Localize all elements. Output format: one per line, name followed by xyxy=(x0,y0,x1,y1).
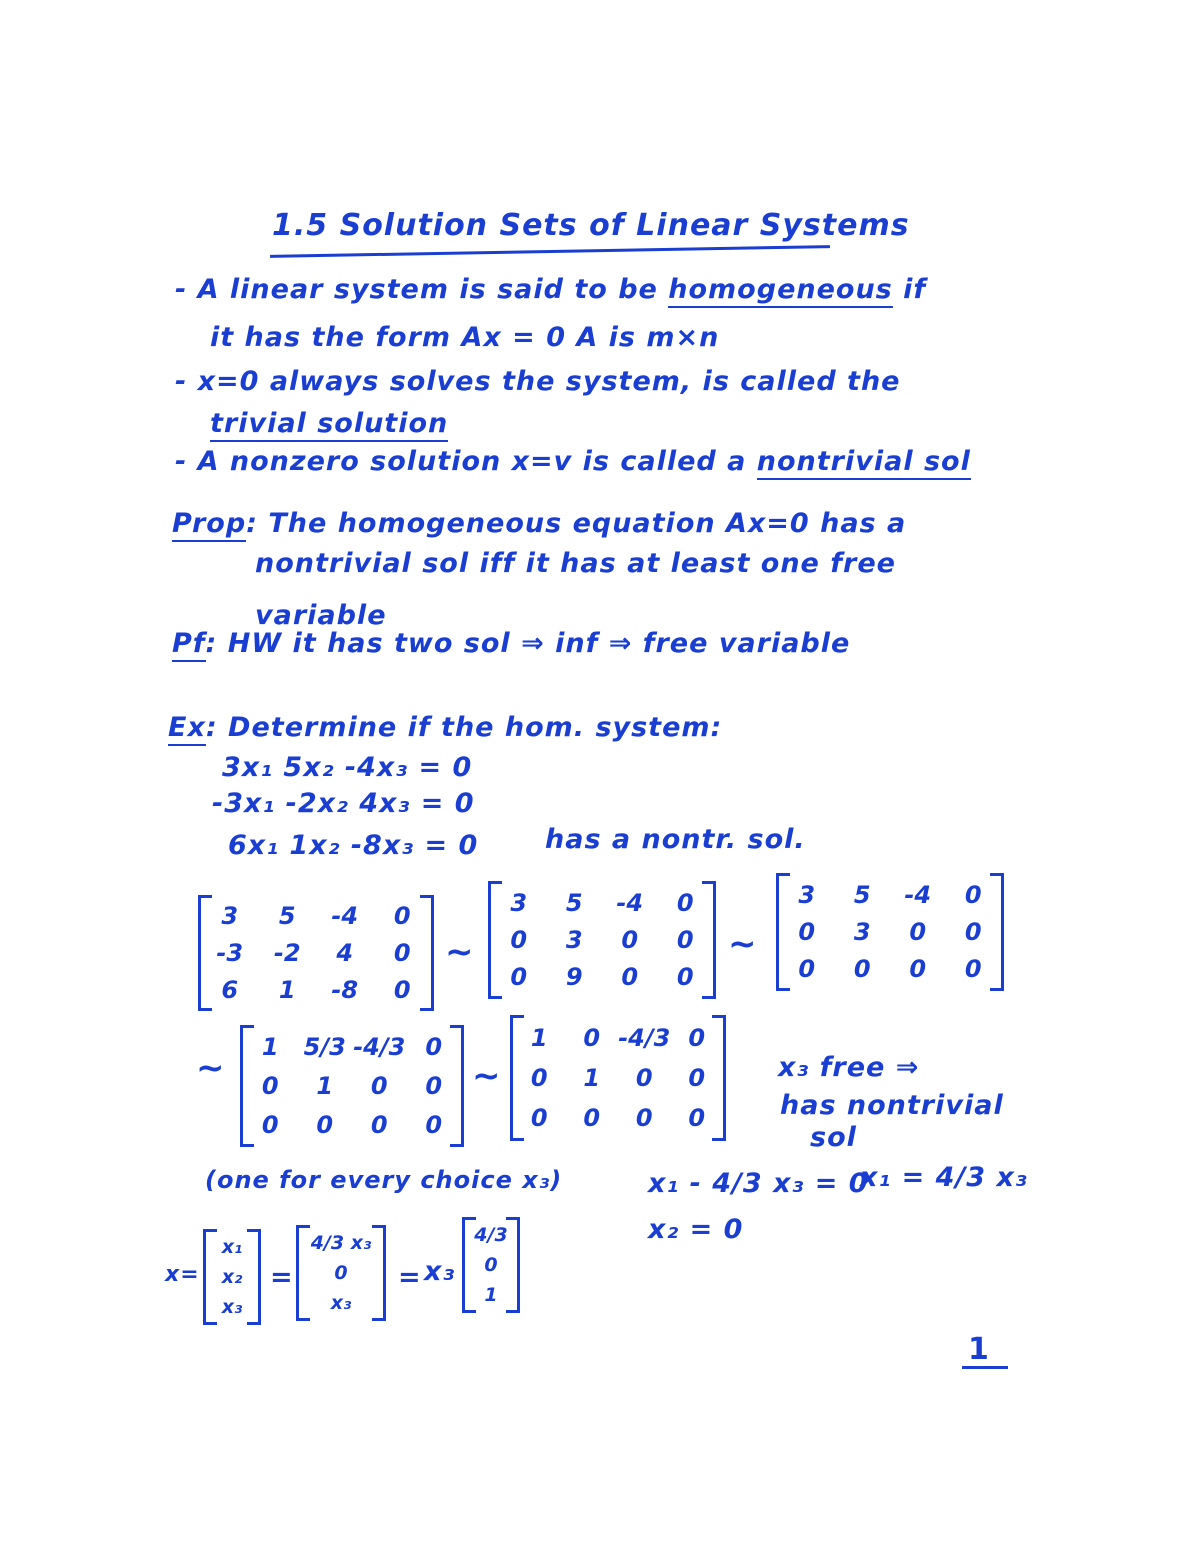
matrix-cell: 0 xyxy=(964,955,982,984)
example-line xyxy=(168,712,722,743)
matrix-cell: 0 xyxy=(621,925,639,954)
matrix-cell: 0 xyxy=(425,1071,443,1100)
matrix-cell: 0 xyxy=(676,925,694,954)
matrix-cell: 0 xyxy=(688,1104,706,1132)
example-text: : Determine if the hom. system: xyxy=(205,712,723,743)
matrix-cell: 0 xyxy=(635,1064,653,1092)
matrix-cell: 5 xyxy=(853,880,871,909)
row-equivalent-symbol: ~ xyxy=(728,924,757,964)
matrix-cell: 0 xyxy=(798,917,816,946)
matrix-cell: 0 xyxy=(621,963,639,992)
term-trivial-solution: trivial solution xyxy=(210,408,448,442)
matrix-cell: 9 xyxy=(565,963,583,992)
definition-homogeneous xyxy=(175,274,926,305)
proof-text: : HW it has two sol ⇒ inf ⇒ free variable xyxy=(205,628,851,659)
free-note-1: x₃ free ⇒ xyxy=(778,1052,920,1083)
matrix-cell: 1 xyxy=(261,1033,279,1062)
one-for-every-choice: (one for every choice x₃) xyxy=(205,1166,563,1194)
vector-cell: x₃ xyxy=(330,1292,352,1314)
matrix-cell: 0 xyxy=(688,1064,706,1092)
vector-x xyxy=(203,1232,261,1322)
matrix-cell: 0 xyxy=(510,925,528,954)
x1-equation: x₁ - 4/3 x₃ = 0 xyxy=(648,1168,869,1199)
matrix-cell: 0 xyxy=(316,1110,334,1139)
matrix-cell: 0 xyxy=(393,938,411,967)
vector-cell: x₃ xyxy=(221,1296,243,1318)
equation-2: -3x₁ -2x₂ 4x₃ = 0 xyxy=(212,788,475,819)
matrix-cell: 0 xyxy=(530,1104,548,1132)
matrix-cell: 0 xyxy=(964,880,982,909)
matrix-cell: 1 xyxy=(278,975,296,1004)
matrix-cell: 0 xyxy=(909,917,927,946)
matrix-cell: 3 xyxy=(853,917,871,946)
title-underline xyxy=(270,245,830,258)
matrix-cell: 0 xyxy=(853,955,871,984)
row-equivalent-symbol: ~ xyxy=(445,932,474,972)
term-nontrivial-sol: nontrivial sol xyxy=(757,446,971,480)
vector-basis xyxy=(462,1220,520,1310)
matrix-cell: 0 xyxy=(370,1071,388,1100)
matrix-cell: 0 xyxy=(583,1024,601,1052)
proposition-line-2: nontrivial sol iff it has at least one free xyxy=(255,548,896,579)
matrix-cell: 5 xyxy=(278,902,296,931)
matrix-cell: 0 xyxy=(393,975,411,1004)
nontrivial-text: - A nonzero solution x=v is called a xyxy=(175,446,747,477)
matrix-cell: 0 xyxy=(688,1024,706,1052)
vector-cell: 0 xyxy=(484,1254,498,1276)
matrix-cell: 3 xyxy=(565,925,583,954)
def-text: - A linear system is said to be xyxy=(175,274,658,305)
free-note-3: sol xyxy=(810,1122,857,1153)
matrix-cell: 3 xyxy=(221,902,239,931)
row-equivalent-symbol: ~ xyxy=(472,1056,501,1096)
matrix-cell: 0 xyxy=(676,888,694,917)
matrix-step-4 xyxy=(240,1028,464,1144)
matrix-cell: 0 xyxy=(261,1071,279,1100)
matrix-cell: -4 xyxy=(904,880,932,909)
matrix-cell: 0 xyxy=(261,1110,279,1139)
vector-cell: x₁ xyxy=(221,1236,243,1258)
matrix-cell: -3 xyxy=(216,938,244,967)
matrix-step-3 xyxy=(776,876,1004,988)
equals-sign: = xyxy=(270,1262,294,1293)
x1-solution: x₁ = 4/3 x₃ xyxy=(860,1162,1028,1193)
example-label: Ex xyxy=(168,712,206,746)
page-title: 1.5 Solution Sets of Linear Systems xyxy=(272,208,910,243)
matrix-cell: -8 xyxy=(331,975,359,1004)
matrix-cell: 0 xyxy=(583,1104,601,1132)
def-text-if: if xyxy=(903,274,927,305)
vector-cell: 4/3 xyxy=(474,1224,508,1246)
vector-cell: 4/3 x₃ xyxy=(310,1232,372,1254)
prop-text: : The homogeneous equation Ax=0 has a xyxy=(246,508,907,539)
row-equivalent-symbol: ~ xyxy=(196,1048,225,1088)
proposition-line-3: variable xyxy=(255,600,387,631)
equation-3: 6x₁ 1x₂ -8x₃ = 0 xyxy=(228,830,479,861)
equals-sign: = xyxy=(398,1262,422,1293)
matrix-cell: -2 xyxy=(273,938,301,967)
x3-scalar: x₃ xyxy=(424,1256,456,1287)
matrix-cell: 0 xyxy=(964,917,982,946)
matrix-cell: 0 xyxy=(635,1104,653,1132)
matrix-cell: -4/3 xyxy=(353,1033,406,1062)
matrix-cell: 4 xyxy=(336,938,354,967)
equation-1: 3x₁ 5x₂ -4x₃ = 0 xyxy=(222,752,473,783)
matrix-cell: 0 xyxy=(370,1110,388,1139)
vector-parametric xyxy=(296,1228,386,1318)
matrix-cell: 0 xyxy=(425,1110,443,1139)
proof-label: Pf xyxy=(172,628,206,662)
matrix-cell: 0 xyxy=(676,963,694,992)
nontrivial-line xyxy=(175,446,971,477)
matrix-cell: 0 xyxy=(425,1033,443,1062)
page-number-underline xyxy=(962,1366,1008,1369)
proof-line xyxy=(172,628,850,659)
vector-cell: 1 xyxy=(484,1284,498,1306)
matrix-reduced xyxy=(510,1018,726,1138)
trivial-line: - x=0 always solves the system, is called the xyxy=(175,366,901,397)
matrix-cell: 6 xyxy=(221,975,239,1004)
matrix-cell: 0 xyxy=(393,902,411,931)
matrix-cell: 0 xyxy=(909,955,927,984)
matrix-cell: 5/3 xyxy=(303,1033,346,1062)
proposition-line-1 xyxy=(172,508,906,539)
matrix-step-2 xyxy=(488,884,716,996)
matrix-cell: -4 xyxy=(331,902,359,931)
matrix-cell: -4 xyxy=(616,888,644,917)
matrix-cell: 1 xyxy=(583,1064,601,1092)
page-number: 1 xyxy=(968,1332,989,1367)
equation-tail: has a nontr. sol. xyxy=(545,824,806,855)
matrix-cell: 3 xyxy=(798,880,816,909)
vector-cell: 0 xyxy=(334,1262,348,1284)
term-homogeneous: homogeneous xyxy=(668,274,892,308)
matrix-cell: 3 xyxy=(510,888,528,917)
matrix-cell: 0 xyxy=(530,1064,548,1092)
matrix-augmented-original xyxy=(198,898,434,1008)
vector-cell: x₂ xyxy=(221,1266,243,1288)
prop-label: Prop xyxy=(172,508,246,542)
definition-form: it has the form Ax = 0 A is m×n xyxy=(210,322,720,353)
matrix-cell: 5 xyxy=(565,888,583,917)
matrix-cell: 0 xyxy=(798,955,816,984)
matrix-cell: 1 xyxy=(316,1071,334,1100)
matrix-cell: 0 xyxy=(510,963,528,992)
free-note-2: has nontrivial xyxy=(780,1090,1004,1121)
x-equals-label: x= xyxy=(165,1262,200,1287)
matrix-cell: 1 xyxy=(530,1024,548,1052)
matrix-cell: -4/3 xyxy=(618,1024,671,1052)
x2-equation: x₂ = 0 xyxy=(648,1214,744,1245)
